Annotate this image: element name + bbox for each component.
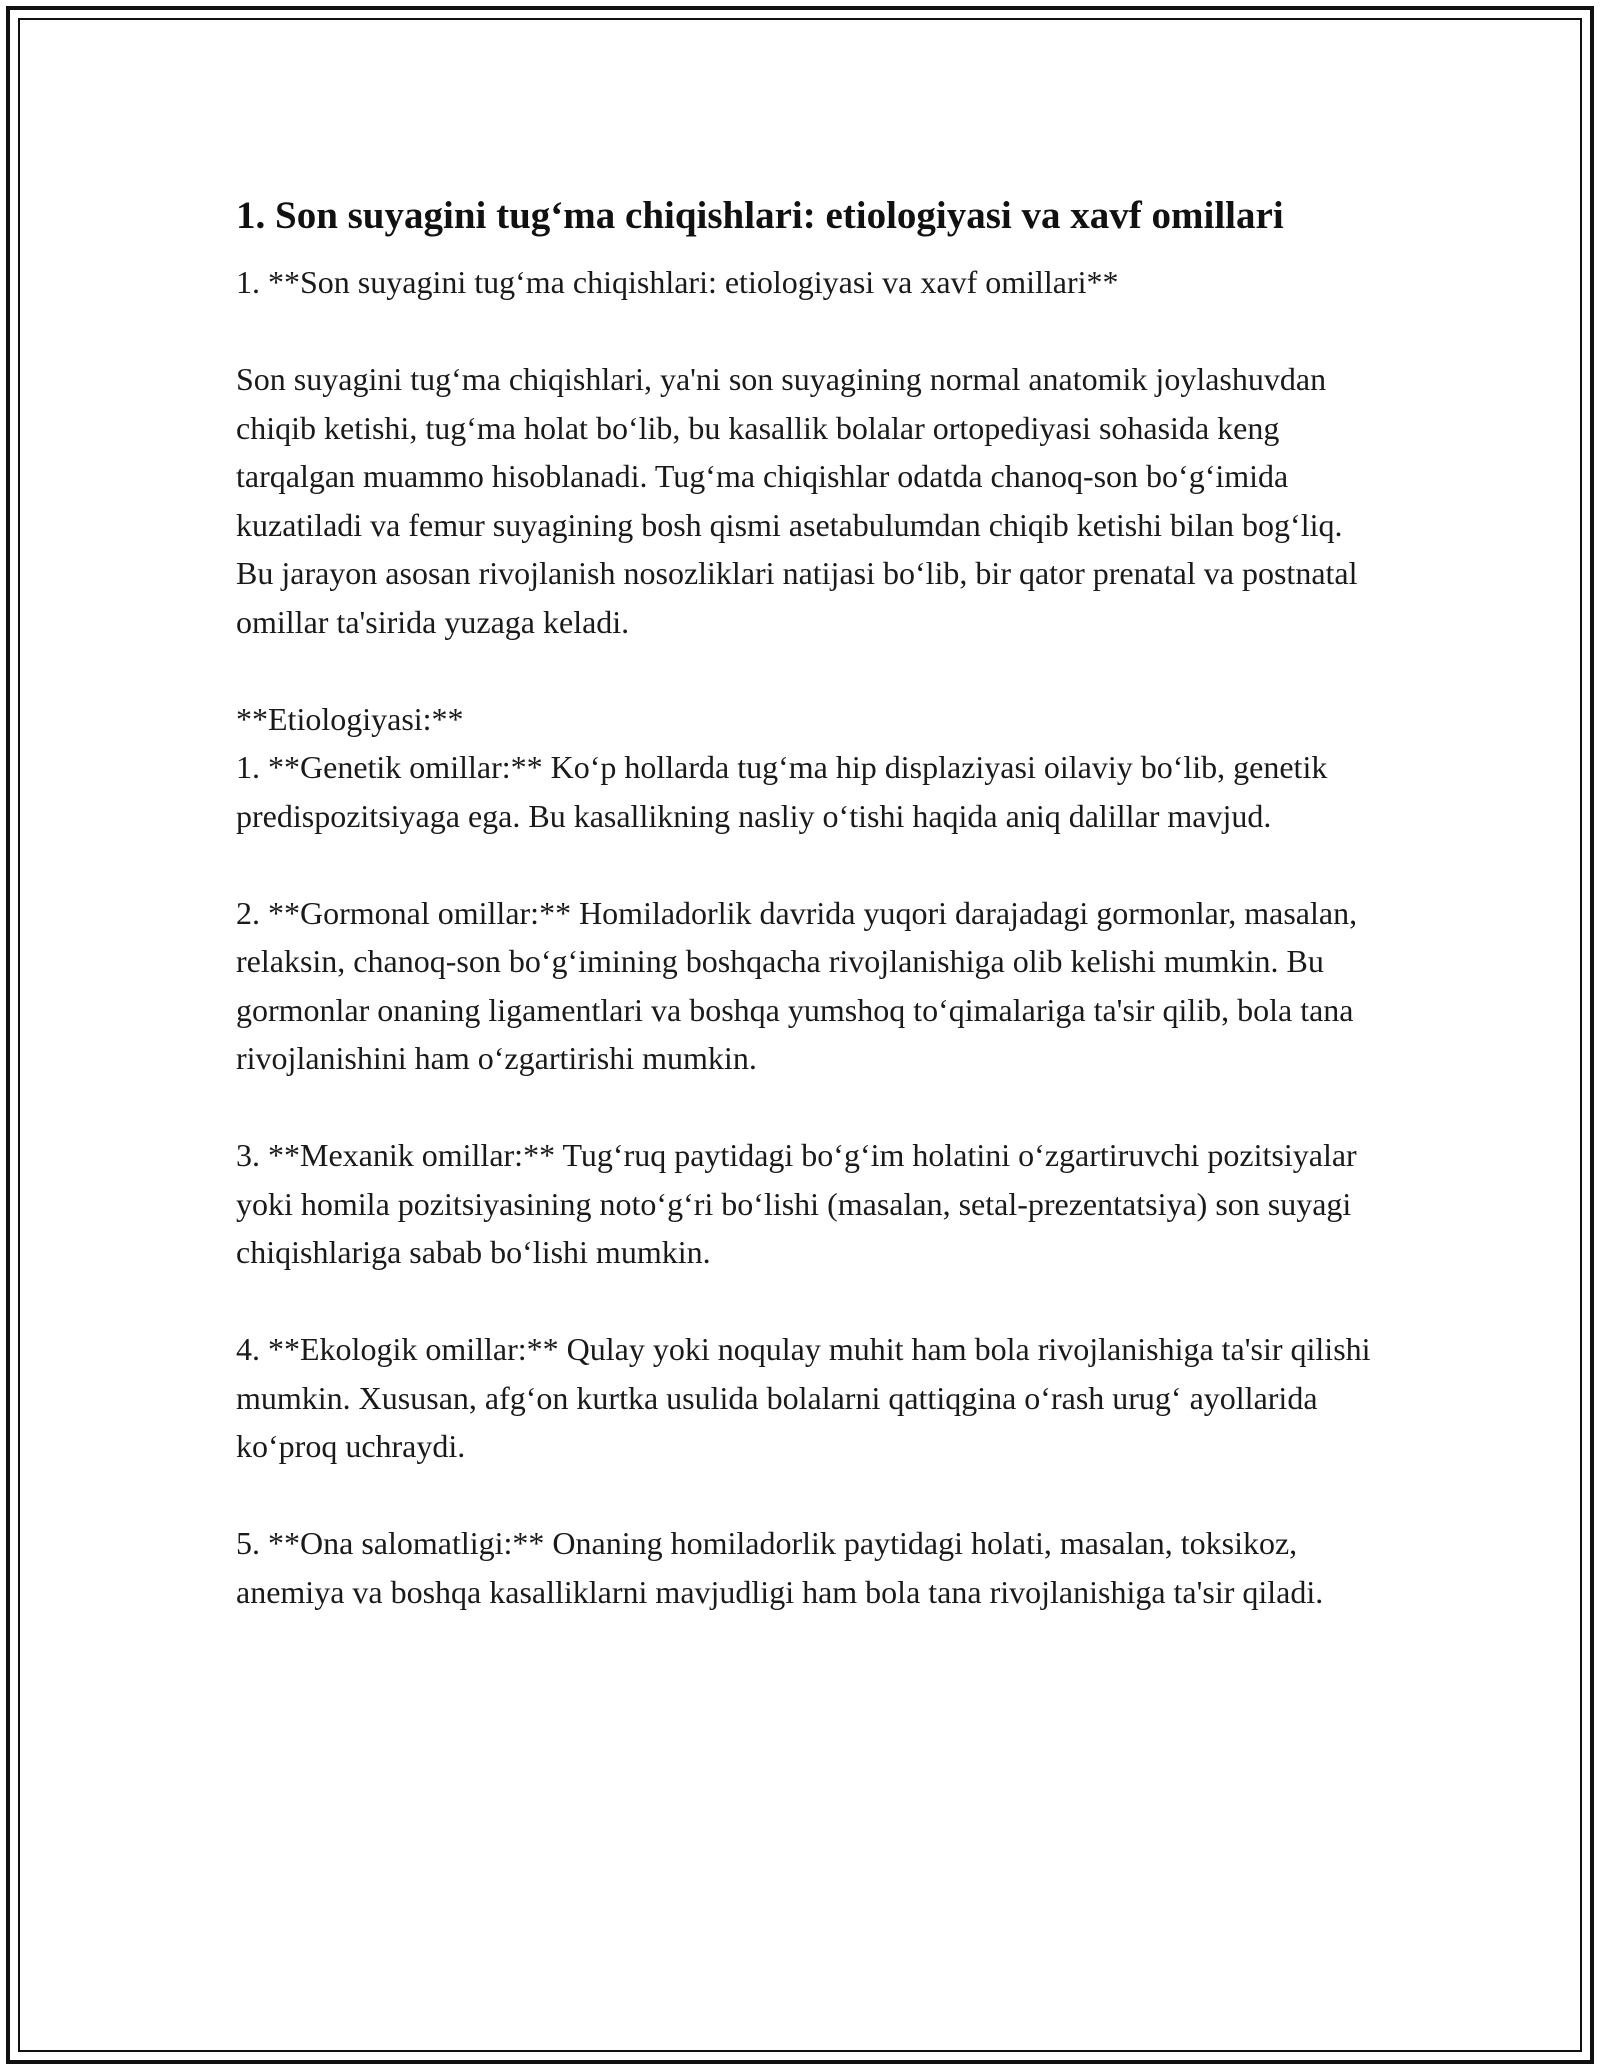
document-title: 1. Son suyagini tug‘ma chiqishlari: etiologiyasi va xavf omillari — [236, 194, 1284, 237]
paragraph-ecological: 4. **Ekologik omillar:** Qulay yoki noqulay muhit ham bola rivojlanishiga ta'sir qilishi mumkin. Xususan, afg‘on kurtka usulida bolalarni qattiqgina o‘rash urug‘ ayollarida ko‘proq uchraydi. — [236, 1331, 1371, 1464]
paragraph-intro: Son suyagini tug‘ma chiqishlari, ya'ni son suyagining normal anatomik joylashuvdan chiqib ketishi, tug‘ma holat bo‘lib, bu kasallik bolalar ortopediyasi sohasida keng tarqalgan muammo hisoblanadi. Tug‘ma chiqishlar odatda chanoq-son bo‘g‘imida kuzatiladi va femur suyagining bosh qismi asetabulumdan chiqib ketishi bilan bog‘liq. Bu jarayon asosan rivojlanish nosozliklari natijasi bo‘lib, bir qator prenatal va postnatal omillar ta'sirida yuzaga keladi. — [236, 361, 1358, 640]
paragraph-etiology-genetic: **Etiologiyasi:** 1. **Genetik omillar:** Ko‘p hollarda tug‘ma hip displaziyasi oilaviy bo‘lib, genetik predispozitsiyaga ega. Bu kasallikning nasliy o‘tishi haqida aniq dalillar mavjud. — [236, 700, 1328, 834]
paragraph-maternal-health: 5. **Ona salomatligi:** Onaning homiladorlik paytidagi holati, masalan, toksikoz, anemiya va boshqa kasalliklarni mavjudligi ham bola tana rivojlanishiga ta'sir qiladi. — [236, 1525, 1324, 1610]
paragraph-mechanical: 3. **Mexanik omillar:** Tug‘ruq paytidagi bo‘g‘im holatini o‘zgartiruvchi pozitsiyalar yoki homila pozitsiyasining noto‘g‘ri bo‘lishi (masalan, setal-prezentatsiya) son suyagi chiqishlariga sabab bo‘lishi mumkin. — [236, 1137, 1357, 1270]
paragraph-heading-repeat: 1. **Son suyagini tug‘ma chiqishlari: etiologiyasi va xavf omillari** — [236, 264, 1119, 300]
document-body — [236, 258, 1386, 1616]
document-content — [236, 188, 1386, 1616]
paragraph-hormonal: 2. **Gormonal omillar:** Homiladorlik davrida yuqori darajadagi gormonlar, masalan, relaksin, chanoq-son bo‘g‘imining boshqacha rivojlanishiga olib kelishi mumkin. Bu gormonlar onaning ligamentlari va boshqa yumshoq to‘qimalariga ta'sir qilib, bola tana rivojlanishini ham o‘zgartirishi mumkin. — [236, 894, 1358, 1076]
